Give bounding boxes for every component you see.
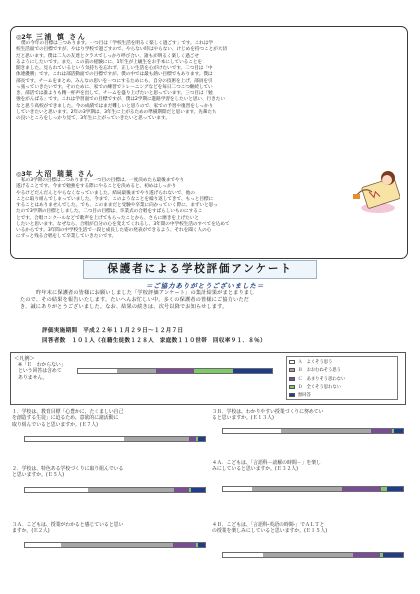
survey-intro: 昨年末に保護者の皆様にお願いしました「学校評価アンケート」の集計結果がまとまりまし たので、その結果を報告いたします。たいへんお忙しい中、多くの保護者の皆様にご協力いただ き、誠にありがとうございました。なお、結果の続きは、次号以降でお知らせします。 [20, 290, 255, 311]
legend-item [289, 376, 345, 382]
bar-segment-very [223, 553, 263, 557]
bar-segment-very [78, 369, 117, 373]
legend-label: Ｃ あまりそう思わない [298, 376, 346, 382]
bar-segment-not-at-all [194, 369, 233, 373]
student-illustration [348, 164, 400, 216]
bar-segment-somewhat [252, 487, 342, 491]
bar-segment-not-much [371, 429, 393, 433]
question-2-bar [24, 487, 206, 493]
legend-swatch [289, 377, 295, 381]
bar-segment-very [223, 487, 252, 491]
question-4a-bar [222, 486, 404, 492]
bar-segment-no-answer [191, 488, 205, 492]
student-speech-1: 僕の今年の目標は三つあります。一つ目は「学校生活を明るく楽しく過ごす」です。これは学 校生活面での目標ですが、やはり学校で過ごすので、やらない時はやらない、けじめを持つことが大切 だと思います。僕は二人の友達とクラスでしっかり呼び合い、誰もが明るく楽しく過ごせ るようにしたいです。また、この前の経験にに、1年生が上級生をお手本にしていることを 開きました。見られているという気持ちを忘れず、正しい生活を心がけたいです。二つ目は「中 体連優勝」です。これは部活動面での目標ですが、僕の中では最も熱い目標でもあります。僕は 部長です。チームをまとめ、みんなの思いを一つにするためにも、自分の技術を上げ、部員を引 っ張っていきたいです。そのために、家での練習でトレーニングなどを毎日二つこつ継続してい き、部活では誰よりも精一杯声を出して、チームを盛り上げたいと思っています。三つ目は「勉 強をがんばる」です。これは学習面での目標ですが、僕は2学期に進路学習をしたいと思い、行きたい なと思う高校ができました。今の成績ではまだ難しいと思うので、家での予習や復習をしっかり していきたいと思います。2年の3学期は、3年生に上がるための準備期間だと思います。先輩たち の良いところをしっかり見て、3年生に上がっていきたいと思っています。 [16, 41, 227, 121]
legend-swatch [289, 385, 295, 389]
legend-label: 無回答 [298, 393, 311, 399]
bar-segment-very [25, 488, 88, 492]
bar-segment-not-much [156, 369, 195, 373]
legend-swatch [289, 393, 295, 397]
question-1: １．学校は、教育目標「心豊かに、たくましい自己 を創造する生徒」に迫るため、意欲的に諸活動に 取り組んでいると思いますか。(Ｅ７人) [12, 409, 124, 428]
survey-title: 保護者による学校評価アンケート [83, 260, 317, 279]
bar-segment-somewhat [124, 437, 189, 441]
bar-segment-no-answer [198, 437, 205, 441]
legend-swatch [289, 368, 295, 372]
legend-title: ＜凡例＞ [14, 356, 35, 362]
bar-segment-somewhat [61, 543, 173, 547]
question-3a-bar [24, 542, 206, 548]
legend-item [289, 367, 341, 373]
legend-swatch [289, 360, 295, 364]
bar-segment-not-much [174, 488, 188, 492]
bar-segment-very [223, 429, 281, 433]
question-3b-bar [222, 428, 404, 434]
legend-note: ※「Ｅ わからない」 という回答は含めて ありません。 [18, 362, 66, 381]
bar-segment-not-much [189, 437, 196, 441]
question-4a: ４Ａ．こどもは、「言語科－読解の時間－」を楽し みにしていると思いますか。(Ｅ３２人) [212, 460, 321, 473]
survey-period: 評価実施期間 平成２２年１１月２９日～１２月７日 [42, 328, 184, 334]
question-4b-bar [222, 552, 404, 558]
survey-respondents: 回答者数 １０１人（在籍生徒数１２８人 家庭数１１０世帯 回収率９１．８％） [42, 338, 266, 344]
bar-segment-no-answer [387, 487, 403, 491]
legend-label: Ａ よくそう思う [298, 360, 333, 365]
bar-segment-somewhat [281, 429, 371, 433]
legend-item [289, 384, 341, 390]
bar-segment-very [25, 543, 61, 547]
bar-segment-no-answer [198, 543, 205, 547]
legend-label: Ｂ おおむねそう思う [298, 368, 341, 374]
bar-segment-somewhat [88, 488, 174, 492]
student-heading-2: ◎3年 大沼 瑞葉 さん [16, 170, 95, 178]
bar-segment-not-much [342, 487, 382, 491]
survey-subtitle: ＝ご協力ありがとうございました＝ [145, 282, 265, 290]
bar-segment-somewhat [263, 553, 353, 557]
bar-segment-not-much [173, 543, 196, 547]
legend-label: Ｄ 全くそう思わない [298, 384, 341, 390]
bar-segment-no-answer [233, 369, 272, 373]
question-1-bar [24, 436, 206, 442]
question-4b: ４Ｂ．こどもは、「言語科-英語の時間-」でＡＬＴと の授業を楽しみにしていると思いますか。(Ｅ１５人) [212, 522, 328, 535]
bar-segment-no-answer [383, 553, 403, 557]
question-3a: ３Ａ．こどもは、授業がわかると感じていると思い ますか。(Ｅ２人) [12, 522, 124, 535]
legend-item [289, 392, 311, 398]
legend-item [289, 359, 332, 365]
legend-sample-bar [77, 368, 273, 374]
question-3b: ３Ｂ．学校は、わかりやすい授業づくりに努めてい ると思いますか。(Ｅ１３人) [212, 409, 324, 422]
bar-segment-very [25, 437, 124, 441]
student-heading-1: ◎2年 三浦 慎 さん [16, 33, 87, 41]
bar-segment-no-answer [394, 429, 403, 433]
bar-segment-not-much [353, 553, 380, 557]
question-2: ２．学校は、特色ある学校づくりに取り組んでいる と思いますか。(Ｅ５人) [12, 466, 124, 479]
student-speech-2: 私の3学期の目標は二つあります。一つ目の目標は、一度決めたら最後までやり 遂げることです。今まで勉強をする際にやることを決めると、初めはしっかり やるけどだんだんとやらなくなっていました。結局最後までやり遂げられないで、他の ことに取り組んでしまっていました。今まで、このようなことを繰り返してきて、もっと目標に することはありませんでした。でも、このままだと受験や卒業に向かっていく際に、まずいと思っ たので3学期の目標としました。二つ目の目標は、卒業式の合唱をすばらしいものにするこ とです。合唱コンクールなどで歌声を上げてもらったことから、さらに磨きを上げたいと したいと思います。なぜなら、合唱が自分の心を変えてくれるし、3年間の中学校生活のすべてを込めて いるからです。3年間の中学校生活で一段と成長した姿の発表ができるよう、それを聞く人の心 にずっと残る合唱をして卒業していきたいです。 [16, 178, 230, 240]
bar-segment-somewhat [117, 369, 156, 373]
